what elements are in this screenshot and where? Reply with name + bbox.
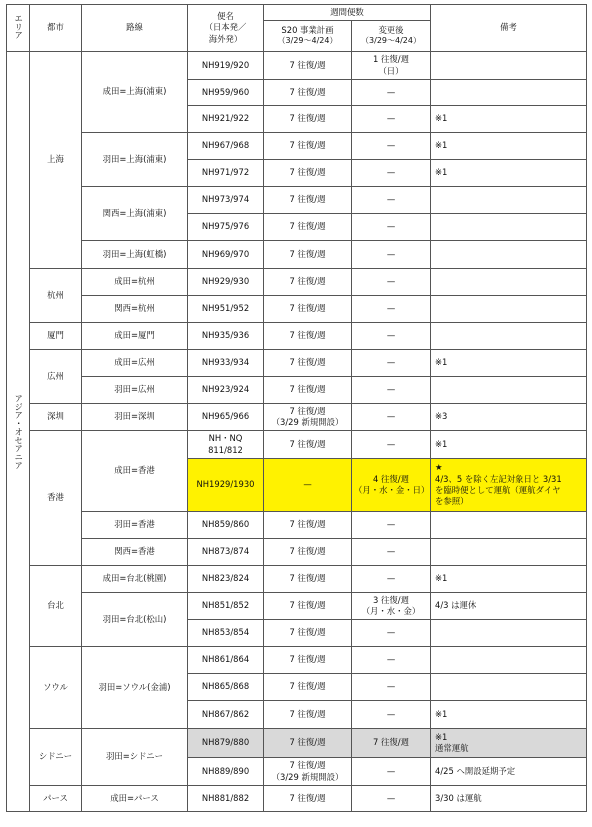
changed-cell: — bbox=[352, 106, 431, 133]
city-cell: パース bbox=[30, 786, 82, 812]
changed-cell: — bbox=[352, 758, 431, 786]
changed-cell: 7 往復/週 bbox=[352, 729, 431, 758]
route-cell: 成田=香港 bbox=[82, 431, 188, 512]
flight-cell: NH971/972 bbox=[188, 160, 264, 187]
header-route: 路線 bbox=[82, 5, 188, 52]
changed-cell: — bbox=[352, 377, 431, 404]
flight-cell bbox=[188, 431, 264, 459]
s20-cell: 7 往復/週 bbox=[264, 187, 352, 214]
s20-cell: 7 往復/週 bbox=[264, 377, 352, 404]
flight-cell: NH967/968 bbox=[188, 133, 264, 160]
route-cell: 羽田=広州 bbox=[82, 377, 188, 404]
changed-cell: — bbox=[352, 187, 431, 214]
flight-cell: NH879/880 bbox=[188, 729, 264, 758]
s20-line: 7 往復/週 bbox=[289, 405, 326, 416]
header-flight-line: 便名 bbox=[217, 10, 234, 21]
s20-cell: — bbox=[264, 459, 352, 512]
remarks-cell bbox=[431, 620, 587, 647]
remarks-cell: ※1 bbox=[431, 106, 587, 133]
remarks-cell: 3/30 は運航 bbox=[431, 786, 587, 812]
remarks-cell bbox=[431, 729, 587, 758]
remarks-cell: 4/25 へ開設延期予定 bbox=[431, 758, 587, 786]
remarks-cell: ※1 bbox=[431, 431, 587, 459]
header-flight-line: 海外発） bbox=[208, 33, 243, 44]
table-row bbox=[7, 647, 587, 674]
s20-cell: 7 往復/週 bbox=[264, 539, 352, 566]
remarks-cell bbox=[431, 647, 587, 674]
table-row bbox=[7, 404, 587, 431]
changed-cell: — bbox=[352, 323, 431, 350]
s20-cell: 7 往復/週 bbox=[264, 241, 352, 269]
remarks-cell bbox=[431, 323, 587, 350]
s20-cell: 7 往復/週 bbox=[264, 160, 352, 187]
header-area bbox=[7, 5, 30, 52]
remarks-cell bbox=[431, 296, 587, 323]
remarks-cell: 4/3 は運休 bbox=[431, 593, 587, 620]
table-row bbox=[7, 377, 587, 404]
changed-cell: — bbox=[352, 431, 431, 459]
header-s20 bbox=[264, 21, 352, 52]
s20-cell bbox=[264, 404, 352, 431]
route-cell: 関西=杭州 bbox=[82, 296, 188, 323]
remarks-cell: ※3 bbox=[431, 404, 587, 431]
flight-cell: NH965/966 bbox=[188, 404, 264, 431]
route-cell: 羽田=ソウル(金浦) bbox=[82, 647, 188, 729]
table-row bbox=[7, 512, 587, 539]
route-cell: 羽田=上海(浦東) bbox=[82, 133, 188, 187]
header-s20-line: （3/29〜4/24） bbox=[277, 36, 338, 46]
route-cell: 関西=上海(浦東) bbox=[82, 187, 188, 241]
city-cell: シドニー bbox=[30, 729, 82, 786]
flight-cell: NH865/868 bbox=[188, 674, 264, 701]
remarks-cell: ※1 bbox=[431, 133, 587, 160]
star-mark: ★ bbox=[435, 462, 443, 473]
flight-cell: NH853/854 bbox=[188, 620, 264, 647]
changed-cell: — bbox=[352, 296, 431, 323]
s20-cell bbox=[264, 758, 352, 786]
route-cell: 成田=台北(桃園) bbox=[82, 566, 188, 593]
s20-cell: 7 往復/週 bbox=[264, 296, 352, 323]
changed-line: （月・水・金・日） bbox=[354, 485, 430, 495]
flight-cell: NH851/852 bbox=[188, 593, 264, 620]
s20-cell: 7 往復/週 bbox=[264, 701, 352, 729]
city-cell: 杭州 bbox=[30, 269, 82, 323]
header-changed-line: （3/29〜4/24） bbox=[361, 36, 421, 46]
s20-cell: 7 往復/週 bbox=[264, 106, 352, 133]
route-cell: 成田=広州 bbox=[82, 350, 188, 377]
s20-cell: 7 往復/週 bbox=[264, 323, 352, 350]
s20-cell: 7 往復/週 bbox=[264, 647, 352, 674]
table-row bbox=[7, 269, 587, 296]
remarks-cell: ※1 bbox=[431, 160, 587, 187]
changed-cell: — bbox=[352, 786, 431, 812]
flight-cell: NH951/952 bbox=[188, 296, 264, 323]
changed-cell: — bbox=[352, 512, 431, 539]
header-flight-line: （日本発／ bbox=[204, 22, 247, 33]
flight-cell: NH889/890 bbox=[188, 758, 264, 786]
s20-cell: 7 往復/週 bbox=[264, 674, 352, 701]
route-cell: 成田=パース bbox=[82, 786, 188, 812]
changed-cell: — bbox=[352, 80, 431, 106]
table-row bbox=[7, 133, 587, 160]
table-row bbox=[7, 431, 587, 459]
city-cell: 上海 bbox=[30, 52, 82, 269]
remarks-cell bbox=[431, 241, 587, 269]
area-cell: アジア・オセアニア bbox=[7, 52, 30, 812]
flight-cell: NH973/974 bbox=[188, 187, 264, 214]
flight-cell: NH919/920 bbox=[188, 52, 264, 80]
flight-cell: NH861/864 bbox=[188, 647, 264, 674]
s20-cell: 7 往復/週 bbox=[264, 431, 352, 459]
table-row bbox=[7, 241, 587, 269]
table-row bbox=[7, 187, 587, 214]
header-weekly: 週間便数 bbox=[264, 5, 431, 21]
remarks-cell: ※1 bbox=[431, 701, 587, 729]
table-row-gray bbox=[7, 729, 587, 758]
remarks-cell: ※1 bbox=[431, 566, 587, 593]
flight-cell: NH859/860 bbox=[188, 512, 264, 539]
flight-cell: NH969/970 bbox=[188, 241, 264, 269]
flight-cell: NH873/874 bbox=[188, 539, 264, 566]
header-changed-line: 変更後 bbox=[378, 24, 404, 35]
route-cell: 羽田=上海(虹橋) bbox=[82, 241, 188, 269]
flight-cell: NH881/882 bbox=[188, 786, 264, 812]
changed-cell bbox=[352, 52, 431, 80]
s20-cell: 7 往復/週 bbox=[264, 350, 352, 377]
route-cell: 関西=香港 bbox=[82, 539, 188, 566]
changed-cell: — bbox=[352, 404, 431, 431]
s20-line: （3/29 新規開設） bbox=[271, 771, 344, 782]
table-row bbox=[7, 52, 587, 80]
s20-cell: 7 往復/週 bbox=[264, 566, 352, 593]
table-row bbox=[7, 323, 587, 350]
changed-cell: — bbox=[352, 701, 431, 729]
city-cell: 広州 bbox=[30, 350, 82, 404]
flight-cell: NH929/930 bbox=[188, 269, 264, 296]
city-cell: 台北 bbox=[30, 566, 82, 647]
remarks-line: 通常運航 bbox=[435, 743, 469, 753]
header-changed bbox=[352, 21, 431, 52]
s20-cell: 7 往復/週 bbox=[264, 52, 352, 80]
changed-line: 3 往復/週 bbox=[373, 594, 409, 605]
flight-cell: NH959/960 bbox=[188, 80, 264, 106]
city-cell: 深圳 bbox=[30, 404, 82, 431]
route-cell: 成田=厦門 bbox=[82, 323, 188, 350]
route-cell: 羽田=シドニー bbox=[82, 729, 188, 786]
changed-line: 1 往復/週 bbox=[373, 54, 409, 65]
flight-cell: NH867/862 bbox=[188, 701, 264, 729]
flight-cell: NH1929/1930 bbox=[188, 459, 264, 512]
changed-cell: — bbox=[352, 620, 431, 647]
changed-cell: — bbox=[352, 647, 431, 674]
remarks-cell bbox=[431, 269, 587, 296]
remarks-line: ※1 bbox=[435, 731, 448, 742]
changed-cell bbox=[352, 459, 431, 512]
header-area-label: エリア bbox=[13, 13, 24, 39]
remarks-cell bbox=[431, 52, 587, 80]
s20-cell: 7 往復/週 bbox=[264, 786, 352, 812]
flight-cell: NH823/824 bbox=[188, 566, 264, 593]
changed-cell: — bbox=[352, 566, 431, 593]
flight-line: 811/812 bbox=[208, 444, 243, 455]
remarks-line: を臨時便として運航（運航ダイヤ bbox=[435, 485, 561, 495]
route-cell: 羽田=香港 bbox=[82, 512, 188, 539]
route-cell: 羽田=深圳 bbox=[82, 404, 188, 431]
changed-cell: — bbox=[352, 160, 431, 187]
s20-line: 7 往復/週 bbox=[289, 760, 326, 771]
changed-cell: — bbox=[352, 539, 431, 566]
changed-cell: — bbox=[352, 674, 431, 701]
table-row bbox=[7, 296, 587, 323]
remarks-line: を参照） bbox=[435, 496, 469, 507]
changed-cell: — bbox=[352, 214, 431, 241]
table-row bbox=[7, 593, 587, 620]
header-remarks: 備考 bbox=[431, 5, 587, 52]
flight-cell: NH935/936 bbox=[188, 323, 264, 350]
changed-cell: — bbox=[352, 350, 431, 377]
header-flight bbox=[188, 5, 264, 52]
flight-schedule-sheet bbox=[6, 4, 587, 812]
city-cell: 香港 bbox=[30, 431, 82, 566]
remarks-cell bbox=[431, 377, 587, 404]
remarks-cell bbox=[431, 459, 587, 512]
s20-cell: 7 往復/週 bbox=[264, 620, 352, 647]
changed-line: 4 往復/週 bbox=[373, 473, 409, 484]
flight-line: NH・NQ bbox=[208, 433, 243, 444]
flight-cell: NH933/934 bbox=[188, 350, 264, 377]
changed-cell: — bbox=[352, 133, 431, 160]
s20-cell: 7 往復/週 bbox=[264, 593, 352, 620]
route-cell: 成田=杭州 bbox=[82, 269, 188, 296]
header-row-1 bbox=[7, 5, 587, 21]
remarks-cell: ※1 bbox=[431, 350, 587, 377]
flight-cell: NH921/922 bbox=[188, 106, 264, 133]
remarks-cell bbox=[431, 80, 587, 106]
s20-cell: 7 往復/週 bbox=[264, 214, 352, 241]
changed-cell: — bbox=[352, 241, 431, 269]
flight-cell: NH923/924 bbox=[188, 377, 264, 404]
changed-line: （日） bbox=[378, 65, 404, 76]
changed-line: （月・水・金） bbox=[361, 606, 421, 616]
remarks-line: 4/3、5 を除く左記対象日と 3/31 bbox=[435, 473, 562, 484]
s20-cell: 7 往復/週 bbox=[264, 133, 352, 160]
s20-cell: 7 往復/週 bbox=[264, 80, 352, 106]
remarks-cell bbox=[431, 187, 587, 214]
table-row bbox=[7, 786, 587, 812]
table-row bbox=[7, 539, 587, 566]
table-row bbox=[7, 350, 587, 377]
remarks-cell bbox=[431, 512, 587, 539]
route-cell: 羽田=台北(松山) bbox=[82, 593, 188, 647]
s20-cell: 7 往復/週 bbox=[264, 512, 352, 539]
s20-cell: 7 往復/週 bbox=[264, 729, 352, 758]
header-s20-line: S20 事業計画 bbox=[281, 24, 334, 35]
header-city: 都市 bbox=[30, 5, 82, 52]
s20-line: （3/29 新規開設） bbox=[271, 417, 344, 427]
s20-cell: 7 往復/週 bbox=[264, 269, 352, 296]
schedule-table bbox=[6, 4, 587, 812]
table-row bbox=[7, 566, 587, 593]
remarks-cell bbox=[431, 674, 587, 701]
remarks-cell bbox=[431, 539, 587, 566]
changed-cell bbox=[352, 593, 431, 620]
changed-cell: — bbox=[352, 269, 431, 296]
city-cell: ソウル bbox=[30, 647, 82, 729]
city-cell: 厦門 bbox=[30, 323, 82, 350]
route-cell: 成田=上海(浦東) bbox=[82, 52, 188, 133]
remarks-cell bbox=[431, 214, 587, 241]
flight-cell: NH975/976 bbox=[188, 214, 264, 241]
